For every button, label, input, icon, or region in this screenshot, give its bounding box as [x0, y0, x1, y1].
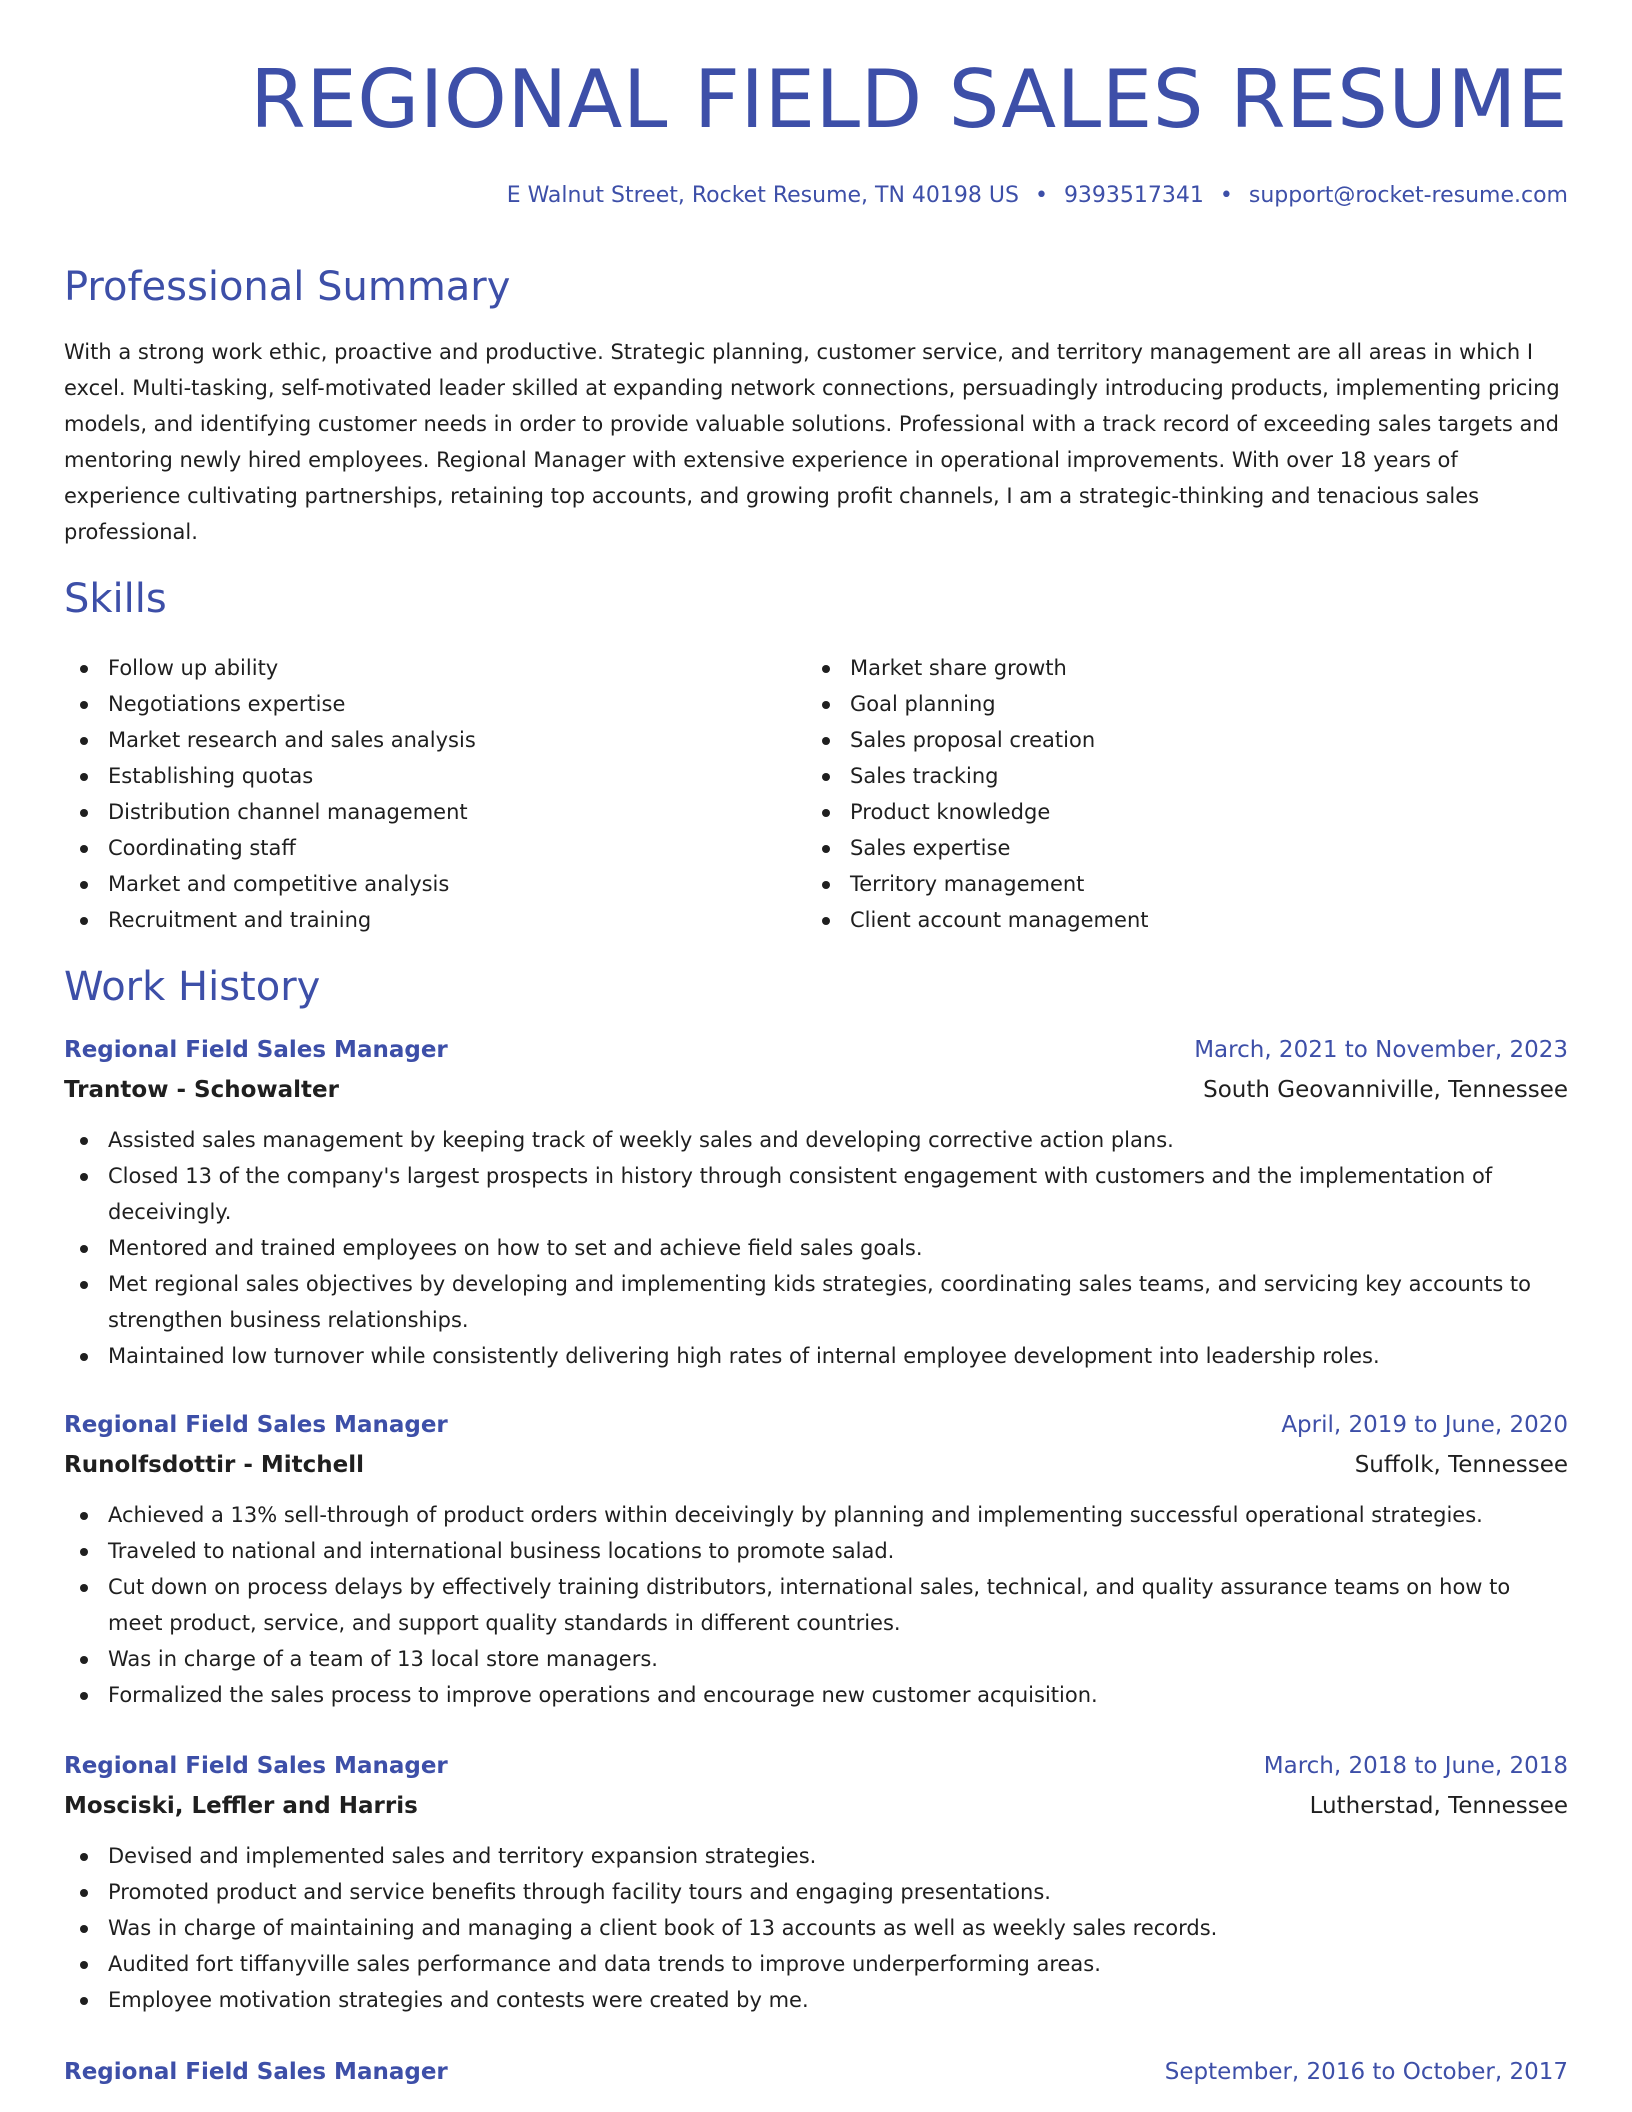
job-bullet: Audited fort tiffanyville sales performance and data trends to improve underperforming areas.: [64, 1946, 1568, 1982]
job-company: Mosciski, Leffler and Harris: [64, 1793, 418, 1819]
resume-title: REGIONAL FIELD SALES RESUME: [250, 53, 1568, 146]
job-responsibilities: [64, 1122, 1568, 1374]
job-responsibilities: [64, 1497, 1568, 1713]
skills-list-right: [806, 650, 1506, 938]
job-bullet: Formalized the sales process to improve operations and encourage new customer acquisition.: [64, 1677, 1568, 1713]
summary-text: With a strong work ethic, proactive and productive. Strategic planning, customer service, and territory management are all areas in which I excel. Multi-tasking, self-motivated leader skilled at expanding network connections, persuadingly introducing products, implementing pricing models, and identifying customer needs in order to provide valuable solutions. Professional with a track record of exceeding sales targets and mentoring newly hired employees. Regional Manager with extensive experience in operational improvements. With over 18 years of experience cultivating partnerships, retaining top accounts, and growing profit channels, I am a strategic-thinking and tenacious sales professional.: [64, 340, 1560, 544]
job-header-row: [64, 1405, 1568, 1445]
work-history-heading: Work History: [64, 964, 321, 1010]
skill-item: Sales proposal creation: [806, 722, 1506, 758]
job-bullet: Was in charge of maintaining and managing a client book of 13 accounts as well as weekly sales records.: [64, 1910, 1568, 1946]
contact-separator: •: [1034, 183, 1048, 208]
skill-item: Coordinating staff: [64, 830, 764, 866]
skill-item: Goal planning: [806, 686, 1506, 722]
job-bullet: Promoted product and service benefits through facility tours and engaging presentations.: [64, 1874, 1568, 1910]
job-entry: [64, 1746, 1568, 2018]
skill-item: Sales tracking: [806, 758, 1506, 794]
job-title: Regional Field Sales Manager: [64, 1037, 448, 1063]
skills-heading: Skills: [64, 576, 167, 622]
job-company-row: [64, 1445, 1568, 1485]
job-dates: April, 2019 to June, 2020: [1281, 1412, 1568, 1438]
job-company: Runolfsdottir - Mitchell: [64, 1452, 365, 1478]
job-bullet: Devised and implemented sales and territory expansion strategies.: [64, 1838, 1568, 1874]
skill-item: Establishing quotas: [64, 758, 764, 794]
job-bullet: Mentored and trained employees on how to set and achieve field sales goals.: [64, 1230, 1568, 1266]
contact-line: [507, 180, 1568, 212]
job-bullet: Cut down on process delays by effectively training distributors, international sales, technical, and quality assurance teams on how to meet product, service, and support quality standards in different countries.: [64, 1569, 1568, 1641]
job-responsibilities: [64, 1838, 1568, 2018]
skill-item: Territory management: [806, 866, 1506, 902]
skill-item: Distribution channel management: [64, 794, 764, 830]
job-bullet: Employee motivation strategies and contests were created by me.: [64, 1982, 1568, 2018]
skill-item: Market research and sales analysis: [64, 722, 764, 758]
job-bullet: Achieved a 13% sell-through of product orders within deceivingly by planning and implementing successful operational strategies.: [64, 1497, 1568, 1533]
contact-email: support@rocket-resume.com: [1248, 183, 1568, 208]
job-header-row: [64, 1746, 1568, 1786]
skill-item: Client account management: [806, 902, 1506, 938]
job-title: Regional Field Sales Manager: [64, 2059, 448, 2085]
skill-item: Negotiations expertise: [64, 686, 764, 722]
job-dates: September, 2016 to October, 2017: [1164, 2059, 1568, 2085]
contact-phone: 9393517341: [1063, 183, 1204, 208]
job-bullet: Was in charge of a team of 13 local store managers.: [64, 1641, 1568, 1677]
contact-separator: •: [1219, 183, 1233, 208]
job-entry: [64, 2052, 1568, 2092]
job-title: Regional Field Sales Manager: [64, 1412, 448, 1438]
job-bullet: Maintained low turnover while consistently delivering high rates of internal employee development into leadership roles.: [64, 1338, 1568, 1374]
job-company: Trantow - Schowalter: [64, 1077, 339, 1103]
job-bullet: Closed 13 of the company's largest prospects in history through consistent engagement with customers and the implementation of deceivingly.: [64, 1158, 1568, 1230]
skills-list-left: [64, 650, 764, 938]
job-dates: March, 2018 to June, 2018: [1263, 1753, 1568, 1779]
job-dates: March, 2021 to November, 2023: [1194, 1037, 1568, 1063]
job-location: South Geovanniville, Tennessee: [1203, 1077, 1568, 1103]
job-company-row: [64, 1786, 1568, 1826]
job-location: Suffolk, Tennessee: [1354, 1452, 1568, 1478]
job-header-row: [64, 1030, 1568, 1070]
job-bullet: Traveled to national and international business locations to promote salad.: [64, 1533, 1568, 1569]
job-company-row: [64, 1070, 1568, 1110]
job-location: Lutherstad, Tennessee: [1309, 1793, 1568, 1819]
skill-item: Follow up ability: [64, 650, 764, 686]
contact-address: E Walnut Street, Rocket Resume, TN 40198 US: [506, 183, 1019, 208]
skill-item: Sales expertise: [806, 830, 1506, 866]
skills-column-left: [64, 650, 764, 938]
job-title: Regional Field Sales Manager: [64, 1753, 448, 1779]
skill-item: Recruitment and training: [64, 902, 764, 938]
skills-column-right: [806, 650, 1506, 938]
job-header-row: [64, 2052, 1568, 2092]
job-entry: [64, 1405, 1568, 1713]
summary-heading: Professional Summary: [64, 264, 511, 310]
job-bullet: Met regional sales objectives by developing and implementing kids strategies, coordinating sales teams, and servicing key accounts to strengthen business relationships.: [64, 1266, 1568, 1338]
job-entry: [64, 1030, 1568, 1374]
job-bullet: Assisted sales management by keeping track of weekly sales and developing corrective action plans.: [64, 1122, 1568, 1158]
skill-item: Market share growth: [806, 650, 1506, 686]
skill-item: Market and competitive analysis: [64, 866, 764, 902]
skill-item: Product knowledge: [806, 794, 1506, 830]
